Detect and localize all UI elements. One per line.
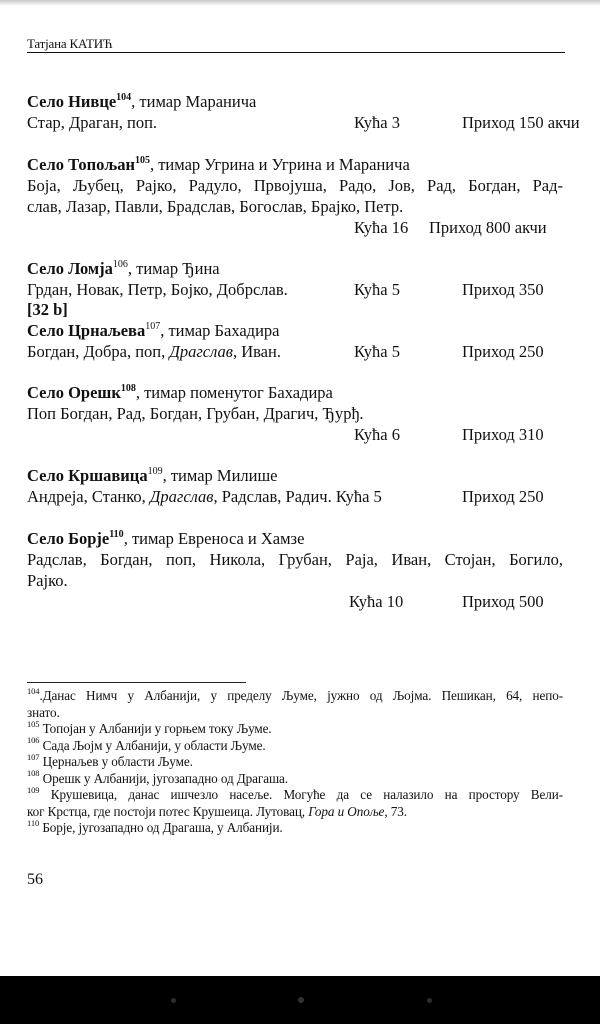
income: Приход 250 [462, 342, 544, 361]
income: Приход 250 [462, 487, 544, 506]
footnote-ref[interactable]: 110 [109, 528, 124, 540]
running-head: Татјана КАТИЋ [27, 36, 113, 51]
footnote-text: знато. [27, 704, 60, 720]
footnote-number: 109 [27, 784, 40, 795]
footnote-107 [27, 751, 563, 771]
entry-row [27, 217, 567, 238]
footnote-number: 105 [27, 718, 40, 729]
names: Грдан, Новак, Петр, Бојко, Добрслав. [27, 280, 288, 299]
footnote-ref[interactable]: 107 [145, 320, 161, 332]
entry-title [27, 91, 567, 112]
names-line: Боја, Љубец, Рајко, Радуло, Првојуша, Радо, Јов, Рад, Богдан, Рад- [27, 176, 563, 195]
navigation-bar [0, 976, 600, 1024]
footnote-text: Сада Љојм у Албанији, у области Љуме. [39, 737, 266, 753]
names: Поп Богдан, Рад, Богдан, Грубан, Драгич, Ђурђ. [27, 404, 364, 423]
footnote-italic: Гора и Опоље [308, 803, 385, 819]
footnote-number: 104 [27, 685, 40, 696]
names-block [27, 549, 563, 591]
footnote-number: 110 [27, 817, 40, 828]
entry-topoljan [27, 154, 567, 238]
names-italic: Драгслав [149, 487, 214, 506]
footnote-109 [27, 784, 563, 820]
entry-nivce [27, 91, 580, 133]
village-name: Село Црнаљева [27, 321, 146, 340]
income: Приход 350 [462, 280, 544, 299]
entry-row [27, 424, 567, 445]
footnote-ref[interactable]: 104 [116, 91, 132, 103]
names-block [27, 175, 563, 217]
timar: , тимар поменутог Бахадира [135, 383, 333, 402]
page-number: 56 [27, 871, 43, 888]
village-name: Село Борје [27, 529, 110, 548]
footnote-separator [27, 682, 246, 683]
village-name: Село Кршавица [27, 466, 148, 485]
names [27, 342, 281, 361]
footnote-text: Орешк у Албанији, југозападно од Драгаша. [39, 770, 288, 786]
footnote-104 [27, 685, 563, 721]
entry-krshavica [27, 465, 567, 507]
footnote-text: Борје, југозападно од Драгаша, у Албанији. [39, 820, 283, 835]
names-row [27, 403, 567, 424]
entry-borje [27, 528, 567, 612]
village-name: Село Орешк [27, 383, 121, 402]
entry-oreshk [27, 382, 567, 445]
houses: Кућа 5 [354, 280, 400, 299]
houses: Кућа 5 [335, 487, 382, 506]
entry-row [27, 279, 567, 300]
footnote-number: 106 [27, 735, 40, 746]
footnote-text: Цернаљев у области Љуме. [39, 754, 193, 769]
entry-title [27, 154, 567, 175]
houses: Кућа 16 [354, 218, 409, 237]
names-text: Богдан, Добра, поп, [27, 342, 170, 361]
village-name: Село Нивце [27, 92, 117, 111]
names-text: , Иван. [232, 342, 281, 361]
entry-title [27, 258, 567, 279]
footnote-text: Крушевица, данас ишчезло насеље. Могуће да се налазило на простору Вели- [39, 787, 563, 802]
income: Приход 800 акчи [429, 218, 547, 237]
footnote-line [27, 784, 563, 804]
timar: , тимар Евреноса и Хамзе [123, 529, 305, 548]
footnote-text: .Данас Нимч у Албанији, у пределу Љуме, јужно од Љојма. Пешикан, 64, непо- [39, 688, 563, 703]
names [27, 487, 382, 506]
top-shadow [0, 0, 600, 6]
entry-title [27, 528, 567, 549]
footnote-text: , 73. [384, 803, 407, 819]
nav-back-dot-icon[interactable] [171, 998, 176, 1003]
footnote-ref[interactable]: 108 [120, 382, 136, 394]
nav-recents-dot-icon[interactable] [427, 998, 432, 1003]
village-name: Село Ломја [27, 259, 113, 278]
timar: , тимар Бахадира [160, 321, 280, 340]
footnote-ref[interactable]: 109 [147, 465, 163, 477]
nav-home-dot-icon[interactable] [298, 997, 304, 1003]
footnote-text: ког Крстца, где постоји потес Крушеица. Лутовац, [27, 803, 309, 819]
entry-lomja [27, 258, 567, 300]
names-line: Рајко. [27, 571, 68, 590]
entry-row [27, 341, 567, 362]
income: Приход 500 [462, 592, 544, 611]
header-rule [27, 52, 565, 53]
entry-row [27, 112, 580, 133]
names-text: Андреја, Станко, [27, 487, 150, 506]
footnote-108 [27, 768, 563, 788]
income: Приход 150 акчи [462, 113, 580, 132]
footnote-number: 108 [27, 768, 40, 779]
names-line: Радслав, Богдан, поп, Никола, Грубан, Раја, Иван, Стојан, Богило, [27, 550, 563, 569]
footnote-110 [27, 817, 563, 837]
income: Приход 310 [462, 425, 544, 444]
houses: Кућа 10 [349, 592, 404, 611]
entry-title [27, 465, 567, 486]
timar: , тимар Угрина и Угрина и Маранича [149, 155, 410, 174]
footnotes [27, 685, 563, 837]
entry-title [27, 382, 567, 403]
timar: , тимар Ђина [127, 259, 220, 278]
village-name: Село Топољан [27, 155, 135, 174]
names-line: слав, Лазар, Павли, Брадслав, Богослав, Брајко, Петр. [27, 197, 404, 216]
houses: Кућа 3 [354, 113, 400, 132]
names-italic: Драгслав [169, 342, 233, 361]
footnote-number: 107 [27, 751, 40, 762]
footnote-106 [27, 735, 563, 755]
footnote-line [27, 685, 563, 705]
footnote-105 [27, 718, 563, 738]
names: Стар, Драган, поп. [27, 113, 158, 132]
timar: , тимар Маранича [131, 92, 257, 111]
footnote-ref[interactable]: 106 [112, 258, 128, 270]
footnote-ref[interactable]: 105 [134, 154, 150, 166]
folio-marker: [32 b] [27, 300, 68, 319]
names-text: , Радслав, Радич. [213, 487, 332, 506]
entry-row [27, 486, 567, 507]
houses: Кућа 5 [354, 342, 400, 361]
houses: Кућа 6 [354, 425, 400, 444]
timar: , тимар Милише [162, 466, 278, 485]
entry-crnaljeva [27, 320, 567, 362]
entry-row [27, 591, 567, 612]
footnote-text: Топојан у Албанији у горњем току Љуме. [39, 721, 272, 736]
entry-title [27, 320, 567, 341]
